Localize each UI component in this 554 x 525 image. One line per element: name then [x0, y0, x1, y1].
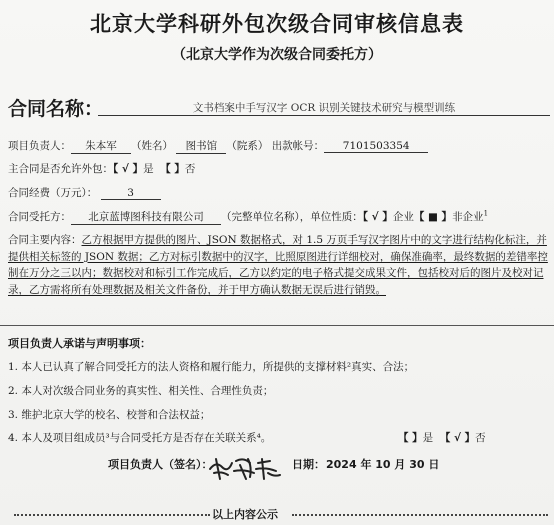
project-leader-row [8, 138, 428, 154]
content-label: 合同主要内容： [8, 234, 82, 246]
leader-name: 朱本军 [71, 138, 131, 154]
related-no-label: 否 [475, 432, 486, 444]
entrustee-note: （完整单位名称） [221, 211, 300, 223]
content-text: 乙方根据甲方提供的图片、JSON 数据格式，对 1.5 万页手写汉字图片中的文字进行结构化标注，并提供相关标签的 JSON 数据；乙方对标引数据中的汉字，比照原图进行详细校对，确保准确率，最终数据的差错率控制在万分之三以内；数据校对和标引工作完成后，乙方以约定的电子格式提交成果文件，包括校对后的图片及校对记录，乙方需将所有处理数据及相关文件备份，并于甲方确认数据无误后进行销毁。 [8, 234, 548, 296]
commitments-title: 项目负责人承诺与声明事项： [8, 337, 151, 350]
non-enterprise-label: 非企业 [452, 211, 484, 223]
dotted-line-left [14, 514, 210, 516]
funds-value: 3 [101, 187, 161, 200]
contract-name-value: 文书档案中手写汉字 OCR 识别关键技术研究与模型训练 [192, 102, 456, 114]
related-yes-checkbox[interactable]: 【 】 [398, 432, 423, 444]
footnote-1: 1 [483, 209, 489, 218]
dotted-line-right [292, 514, 548, 516]
main-contract-row [8, 161, 195, 176]
account-number: 7101503354 [324, 140, 428, 153]
enterprise-checkbox[interactable]: 【 √ 】 [362, 211, 393, 223]
form-subtitle: （北京大学作为次级合同委托方） [172, 47, 382, 63]
yes-checkbox[interactable]: 【 √ 】 [113, 163, 144, 175]
related-yes-label: 是 [422, 432, 434, 444]
contract-content [8, 232, 548, 298]
contract-name-underline [98, 115, 550, 116]
funds-row [8, 185, 161, 200]
related-answer [398, 430, 486, 445]
main-contract-label: 主合同是否允许外包： [8, 163, 113, 175]
related-no-checkbox[interactable]: 【 √ 】 [439, 432, 476, 444]
date-label: 日期： [292, 458, 325, 471]
commitment-item-4-text: 4. 本人及项目组成员³与合同受托方是否存在关联关系⁴。 [8, 432, 272, 444]
public-notice-footer [0, 505, 554, 521]
section-divider [0, 325, 554, 326]
public-notice-text: 以上内容公示 [212, 508, 278, 521]
contract-name-label: 合同名称： [8, 98, 104, 120]
handwritten-signature [206, 453, 286, 483]
leader-label: 项目负责人： [8, 140, 71, 152]
account-label: 出款帐号： [271, 140, 325, 152]
entrustee-label: 合同受托方： [8, 211, 71, 223]
entrustee-row [8, 209, 488, 225]
commitment-item-3: 3. 维护北京大学的校名、校誉和合法权益； [8, 409, 211, 421]
commitment-item-2: 2. 本人对次级合同业务的真实性、相关性、合理性负责； [8, 385, 274, 397]
department: 图书馆 [176, 138, 226, 154]
contract-name-row [8, 94, 548, 120]
signature-row [0, 453, 554, 483]
name-paren: （姓名） [131, 140, 173, 152]
form-title: 北京大学科研外包次级合同审核信息表 [90, 12, 464, 36]
funds-label: 合同经费（万元）： [8, 187, 98, 199]
commitment-item-1: 1. 本人已认真了解合同受托方的法人资格和履行能力，所提供的支撑材料²真实、合法； [8, 361, 415, 373]
no-checkbox[interactable]: 【 】 [160, 163, 185, 175]
commitment-item-4 [8, 430, 548, 445]
dept-paren: （院系） [226, 140, 269, 152]
signature-label: 项目负责人（签名）： [108, 458, 213, 471]
entrustee-name: 北京蓝博图科技有限公司 [71, 209, 221, 225]
yes-label: 是 [143, 163, 154, 175]
no-label: 否 [184, 163, 196, 175]
enterprise-label: 企业 [392, 211, 414, 223]
nature-label: ，单位性质： [299, 211, 363, 223]
non-enterprise-checkbox[interactable]: 【 ■ 】 [413, 211, 453, 223]
date-value: 2024 年 10 月 30 日 [326, 458, 440, 471]
